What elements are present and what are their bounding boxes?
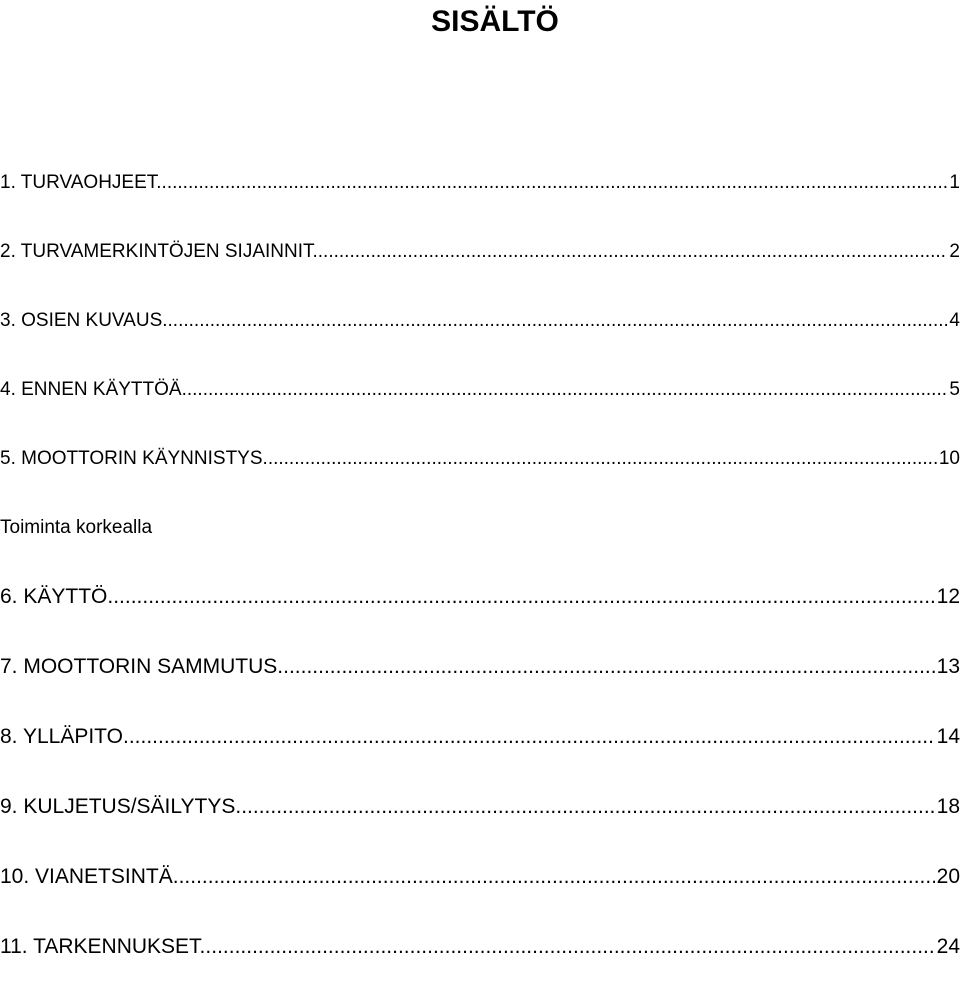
dot-leader [205,930,934,964]
toc-entry-label: 8. YLLÄPITO. [0,725,129,748]
toc-entry-moottorin-sammutus[interactable] [0,650,960,685]
toc-entry-vianetsinta[interactable] [0,860,960,895]
toc-entry-turvaohjeet[interactable] [0,166,960,200]
toc-entry-turvamerkintojen-sijainnit[interactable] [0,235,960,269]
page-title: SISÄLTÖ [431,5,559,38]
dot-leader [179,860,935,894]
toc-entry-page: 24 [936,935,960,958]
toc-entry-label: 6. KÄYTTÖ. [0,585,114,608]
toc-entry-label: 2. TURVAMERKINTÖJEN SIJAINNIT. [0,241,318,262]
dot-leader [268,442,937,476]
toc-entry-label: 11. TARKENNUKSET. [0,935,206,958]
toc-entry-ennen-kayttoa[interactable] [0,373,960,407]
dot-leader [129,720,935,754]
toc-entry-page: 1 [949,172,960,193]
toc-entry-label: 1. TURVAOHJEET. [0,172,162,193]
toc-entry-page: 2 [949,241,960,262]
toc-entry-kaytto[interactable] [0,580,960,615]
dot-leader [283,650,935,684]
toc-entry-page: 12 [936,585,960,608]
toc-entry-label: 7. MOOTTORIN SAMMUTUS. [0,655,284,678]
toc-entry-kuljetus-sailytys[interactable] [0,790,960,825]
toc-entry-page: 10 [938,448,960,469]
dot-leader [318,235,948,269]
dot-leader [162,166,948,200]
toc-entry-label: 4. ENNEN KÄYTTÖÄ. [0,379,187,400]
dot-leader [168,304,948,338]
toc-entry-label: 9. KULJETUS/SÄILYTYS. [0,795,242,818]
toc-subheading: Toiminta korkealla [0,517,153,538]
dot-leader [241,790,934,824]
toc-entry-page: 20 [936,865,960,888]
toc-entry-page: 18 [936,795,960,818]
toc-entry-osien-kuvaus[interactable] [0,304,960,338]
toc-entry-page: 14 [936,725,960,748]
toc-entry-yllapito[interactable] [0,720,960,755]
dot-leader [187,373,948,407]
dot-leader [113,580,934,614]
toc-entry-label: 3. OSIEN KUVAUS. [0,310,168,331]
toc-entry-label: 10. VIANETSINTÄ. [0,865,179,888]
toc-entry-page: 4 [949,310,960,331]
toc-entry-label: 5. MOOTTORIN KÄYNNISTYS. [0,448,268,469]
toc-entry-page: 5 [949,379,960,400]
toc-entry-moottorin-kaynnistys[interactable] [0,442,960,476]
table-of-contents [0,166,960,1000]
toc-entry-page: 13 [936,655,960,678]
